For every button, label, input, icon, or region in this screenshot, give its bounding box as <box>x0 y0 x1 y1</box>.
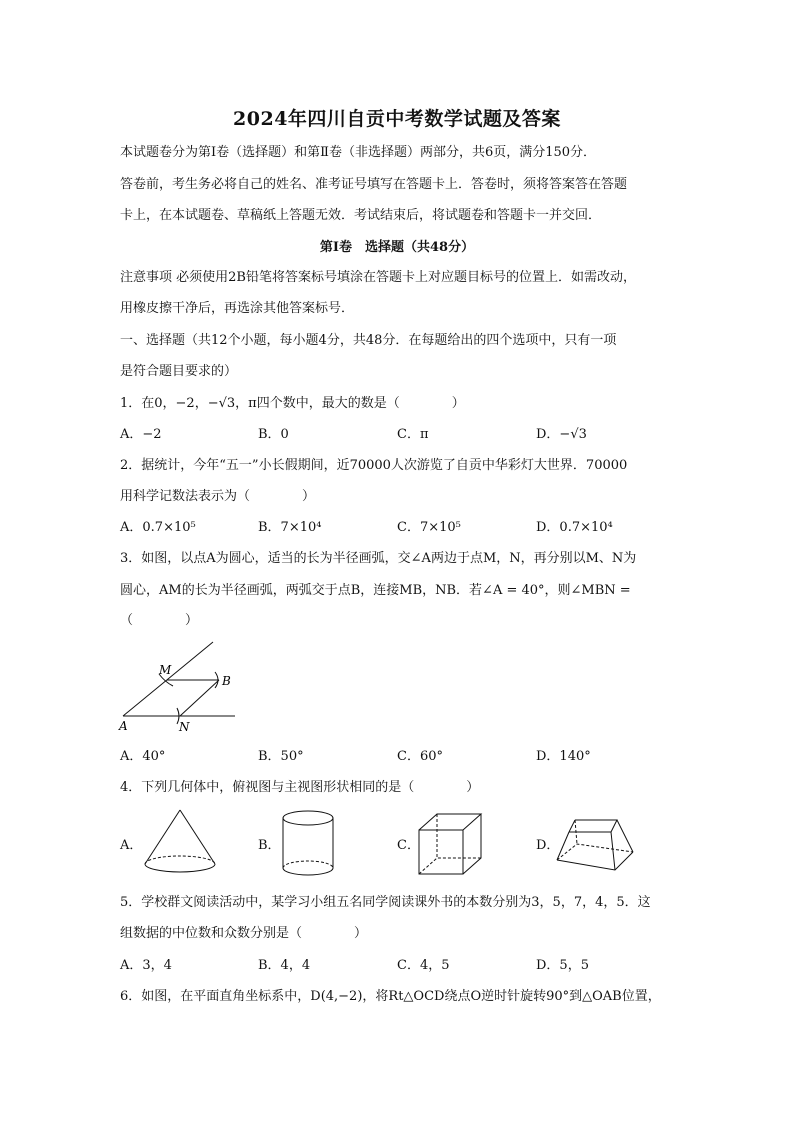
cone-icon <box>140 806 220 880</box>
cylinder-icon <box>278 808 338 880</box>
q3-option-c[interactable]: C．60° <box>397 749 443 764</box>
q5-stem-line-2: 组数据的中位数和众数分别是（ ） <box>120 926 368 941</box>
q4-stem: 4．下列几何体中，俯视图与主视图形状相同的是（ ） <box>120 780 480 795</box>
section-heading-line-2: 是符合题目要求的） <box>120 364 238 379</box>
intro-line-2: 答卷前，考生务必将自己的姓名、准考证号填写在答题卡上．答卷时，须将答案答在答题 <box>120 177 628 192</box>
q1-stem: 1．在0，−2，−√3，π四个数中，最大的数是（ ） <box>120 396 465 411</box>
notice-line-1: 注意事项 必须使用2B铅笔将答案标号填涂在答题卡上对应题目标号的位置上．如需改动， <box>120 270 636 285</box>
q3-option-a[interactable]: A．40° <box>120 749 166 764</box>
q4-option-a[interactable]: A． <box>120 838 143 853</box>
q5-option-a[interactable]: A．3，4 <box>120 958 172 973</box>
cube-icon <box>415 810 485 876</box>
page-title: 2024年四川自贡中考数学试题及答案 <box>233 108 561 130</box>
q2-option-b[interactable]: B．7×10⁴ <box>258 520 322 535</box>
q1-option-c[interactable]: C．π <box>397 427 429 442</box>
q3-stem-line-2: 圆心，AM的长为半径画弧，两弧交于点B，连接MB，NB．若∠A = 40°，则∠MBN = <box>120 583 631 598</box>
q5-option-b[interactable]: B．4，4 <box>258 958 311 973</box>
q3-option-d[interactable]: D．140° <box>536 749 591 764</box>
label-b: B <box>222 674 231 688</box>
q2-stem-line-1: 2．据统计，今年“五一”小长假期间，近70000人次游览了自贡中华彩灯大世界．70000 <box>120 458 628 473</box>
q5-option-c[interactable]: C．4，5 <box>397 958 450 973</box>
q2-option-a[interactable]: A．0.7×10⁵ <box>120 520 196 535</box>
q2-option-c[interactable]: C．7×10⁵ <box>397 520 461 535</box>
part-heading: 第Ⅰ卷 选择题（共48分） <box>319 240 475 255</box>
q2-option-d[interactable]: D．0.7×10⁴ <box>536 520 613 535</box>
intro-line-3: 卡上，在本试题卷、草稿纸上答题无效．考试结束后，将试题卷和答题卡一并交回． <box>120 208 602 223</box>
q4-option-d[interactable]: D． <box>536 838 560 853</box>
intro-line-1: 本试题卷分为第Ⅰ卷（选择题）和第Ⅱ卷（非选择题）两部分，共6页，满分150分． <box>120 145 597 160</box>
ray-am <box>123 642 213 716</box>
q2-stem-line-2: 用科学记数法表示为（ ） <box>120 489 316 504</box>
q6-stem: 6．如图，在平面直角坐标系中，D(4,−2)，将Rt△OCD绕点O逆时针旋转90°到△OAB位置， <box>120 989 661 1004</box>
q4-option-c[interactable]: C． <box>397 838 420 853</box>
q1-option-a[interactable]: A．−2 <box>120 427 162 442</box>
q3-angle-figure <box>115 638 245 736</box>
frustum-icon <box>555 816 635 874</box>
segment-nb <box>180 680 219 716</box>
q5-option-d[interactable]: D．5，5 <box>536 958 589 973</box>
q4-option-b[interactable]: B． <box>258 838 281 853</box>
notice-line-2: 用橡皮擦干净后，再选涂其他答案标号． <box>120 301 355 316</box>
label-a: A <box>119 719 128 733</box>
label-m: M <box>159 663 172 677</box>
q5-stem-line-1: 5．学校群文阅读活动中，某学习小组五名同学阅读课外书的本数分别为3，5，7，4，5．这 <box>120 895 651 910</box>
q1-option-d[interactable]: D．−√3 <box>536 427 587 442</box>
q3-option-b[interactable]: B．50° <box>258 749 304 764</box>
q3-stem-line-1: 3．如图，以点A为圆心，适当的长为半径画弧，交∠A两边于点M，N，再分别以M、N为 <box>120 551 637 566</box>
section-heading-line-1: 一、选择题（共12个小题，每小题4分，共48分．在每题给出的四个选项中，只有一项 <box>120 333 617 348</box>
q3-stem-line-3: （ ） <box>120 613 199 628</box>
q1-option-b[interactable]: B．0 <box>258 427 289 442</box>
label-n: N <box>179 720 190 734</box>
